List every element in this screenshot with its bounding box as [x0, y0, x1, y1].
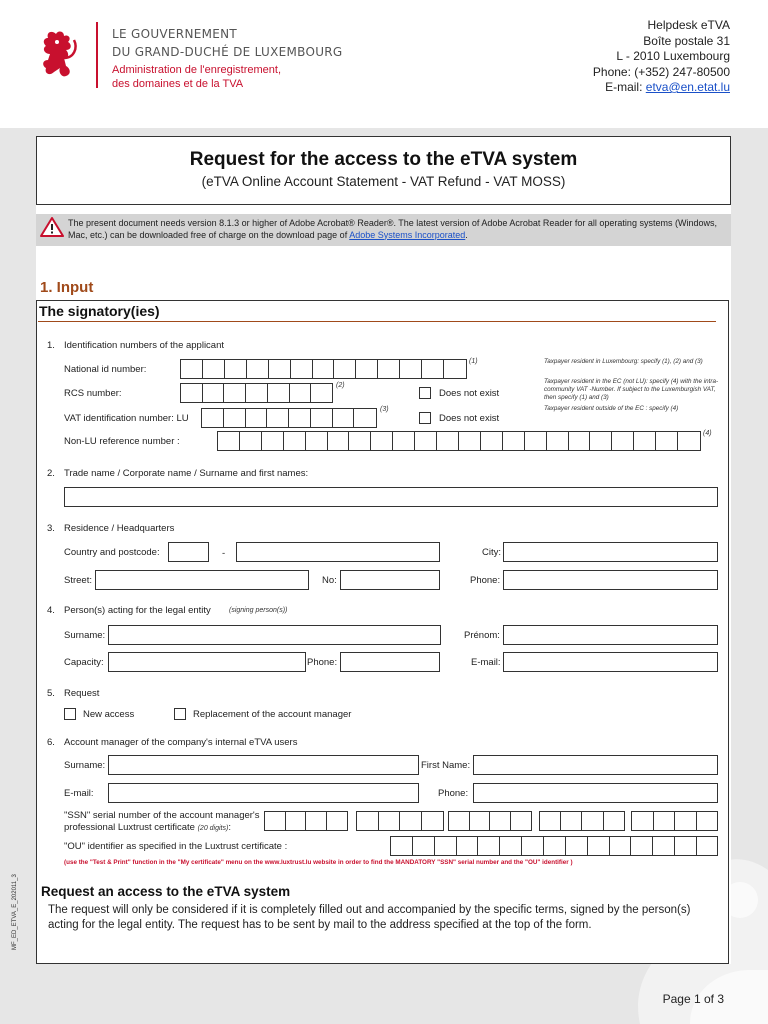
non-lu-input[interactable] [217, 431, 701, 451]
s5-title: Request [64, 688, 100, 699]
email-link[interactable]: etva@en.etat.lu [645, 80, 730, 94]
signatories-divider [38, 321, 716, 322]
surname-input[interactable] [108, 625, 441, 645]
s6-email-label: E-mail: [64, 788, 94, 799]
helpdesk-name: Helpdesk eTVA [647, 18, 730, 32]
s6-title: Account manager of the company's internal eTVA users [64, 737, 298, 748]
phone-line: Phone: (+352) 247-80500 [592, 64, 730, 79]
gov-line-2: DU GRAND-DUCHÉ DE LUXEMBOURG [112, 45, 343, 59]
ssn-group-4[interactable] [539, 811, 625, 831]
title-box [36, 136, 731, 205]
rcs-label: RCS number: [64, 388, 122, 399]
postcode-dash: - [222, 548, 226, 559]
s6-surname-label: Surname: [64, 760, 106, 771]
s6-phone-input[interactable] [473, 783, 718, 803]
rcs-input[interactable] [180, 383, 333, 403]
warning-text-end: . [465, 229, 468, 240]
country-label: Country and postcode: [64, 547, 160, 558]
s6-number: 6. [47, 737, 55, 748]
warning-text [68, 218, 723, 241]
new-access-checkbox[interactable] [64, 708, 76, 720]
note-resident-ec: Taxpayer resident in the EC (not LU): specify (4) with the intra-community VAT -Number. If subject to the Luxemburgish VAT, then specify (1) and (3) [544, 378, 719, 401]
first-name-label: First Name: [421, 760, 471, 771]
ou-input[interactable] [390, 836, 718, 856]
vat-label: VAT identification number: LU [64, 413, 189, 424]
ssn-group-3[interactable] [448, 811, 532, 831]
admin-line-1: Administration de l'enregistrement, [112, 64, 282, 76]
ssn-label-2 [64, 822, 231, 833]
vat-not-exist-checkbox[interactable] [419, 412, 431, 424]
s5-number: 5. [47, 688, 55, 699]
email-line [593, 80, 730, 96]
postcode-input[interactable] [236, 542, 440, 562]
luxtrust-note: (use the "Test & Print" function in the "My certificate" menu on the www.luxtrust.lu website in order to find the MANDATORY "SSN" serial number and the "OU" identifier ) [64, 859, 573, 866]
admin-line-2: des domaines et de la TVA [112, 78, 244, 90]
ssn-label-text: professional Luxtrust certificate [64, 822, 195, 833]
national-id-input[interactable] [180, 359, 467, 379]
warning-icon [40, 216, 64, 238]
rcs-not-exist-label: Does not exist [439, 388, 500, 399]
note-resident-lu: Taxpayer resident in Luxembourg: specify (1), (2) and (3) [544, 358, 703, 365]
ssn-group-1[interactable] [264, 811, 348, 831]
s4-title: Person(s) acting for the legal entity [64, 605, 211, 616]
warning-text-main: The present document needs version 8.1.3 or higher of Adobe Acrobat® Reader®. The latest version of Adobe Acrobat Reader for all operating systems (Windows, Mac, etc.) can be downloaded free of charge on the download page of [68, 218, 717, 240]
page-title: Request for the access to the eTVA system [189, 149, 578, 170]
logo-divider [96, 22, 98, 88]
lion-logo-icon [38, 28, 82, 80]
s1-number: 1. [47, 340, 55, 351]
country-input[interactable] [168, 542, 209, 562]
s6-surname-input[interactable] [108, 755, 419, 775]
s1-title: Identification numbers of the applicant [64, 340, 225, 351]
section-input-heading: 1. Input [40, 279, 94, 296]
letterhead [0, 0, 768, 128]
request-title: Request an access to the eTVA system [41, 884, 291, 899]
note-resident-outside: Taxpayer resident outside of the EC : specify (4) [544, 405, 679, 412]
acrobat-warning [36, 214, 731, 246]
s2-title: Trade name / Corporate name / Surname and first names: [64, 468, 309, 479]
new-access-label: New access [83, 709, 135, 720]
national-id-label: National id number: [64, 364, 147, 375]
s4-email-input[interactable] [503, 652, 718, 672]
replacement-checkbox[interactable] [174, 708, 186, 720]
vat-not-exist-label: Does not exist [439, 413, 500, 424]
s4-phone-label: Phone: [307, 657, 338, 668]
non-lu-label: Non-LU reference number : [64, 436, 180, 447]
s6-phone-label: Phone: [438, 788, 469, 799]
ref-3: (3) [380, 406, 389, 413]
po-box: Boîte postale 31 [643, 33, 730, 48]
prenom-input[interactable] [503, 625, 718, 645]
form-code: MF_ED_ETVA_E_202011_3 [12, 874, 18, 950]
replacement-label: Replacement of the account manager [193, 709, 352, 720]
request-text: The request will only be considered if it is completely filled out and accompanied by the specific terms, signed by the person(s) acting for the legal entity. The request has to be sent by mail to the address specified at the top of the form. [48, 904, 691, 931]
street-label: Street: [64, 575, 92, 586]
first-name-input[interactable] [473, 755, 718, 775]
s4-phone-input[interactable] [340, 652, 440, 672]
adobe-link[interactable]: Adobe Systems Incorporated [349, 229, 466, 240]
helpdesk-address [593, 18, 730, 96]
s4-email-label: E-mail: [471, 657, 501, 668]
phone-input[interactable] [503, 570, 718, 590]
s6-email-input[interactable] [108, 783, 419, 803]
prenom-label: Prénom: [464, 630, 500, 641]
s2-number: 2. [47, 468, 55, 479]
phone-label: Phone: [470, 575, 501, 586]
trade-name-input[interactable] [64, 487, 718, 507]
city-label: City: [482, 547, 501, 558]
ref-1: (1) [469, 358, 478, 365]
number-label: No: [322, 575, 337, 586]
ref-4: (4) [703, 430, 712, 437]
email-label: E-mail: [605, 80, 646, 94]
street-input[interactable] [95, 570, 309, 590]
capacity-input[interactable] [108, 652, 306, 672]
gov-line-1: LE GOUVERNEMENT [112, 27, 238, 41]
surname-label: Surname: [64, 630, 106, 641]
s3-title: Residence / Headquarters [64, 523, 175, 534]
rcs-not-exist-checkbox[interactable] [419, 387, 431, 399]
s4-note: (signing person(s)) [229, 607, 288, 614]
ssn-group-2[interactable] [356, 811, 444, 831]
page-subtitle: (eTVA Online Account Statement - VAT Refund - VAT MOSS) [201, 174, 566, 189]
ssn-label-1: "SSN" serial number of the account manager's [64, 810, 260, 821]
capacity-label: Capacity: [64, 657, 104, 668]
number-input[interactable] [340, 570, 440, 590]
city-line: L - 2010 Luxembourg [616, 49, 730, 63]
ou-label: "OU" identifier as specified in the Luxtrust certificate : [64, 841, 288, 852]
city-input[interactable] [503, 542, 718, 562]
ssn-digits-note: (20 digits) [197, 825, 229, 832]
ssn-group-5[interactable] [631, 811, 718, 831]
vat-input[interactable] [201, 408, 377, 428]
s3-number: 3. [47, 523, 55, 534]
signatories-title: The signatory(ies) [39, 303, 160, 319]
ssn-colon: : [228, 822, 231, 833]
ref-2: (2) [336, 382, 345, 389]
s4-number: 4. [47, 605, 55, 616]
page-number: Page 1 of 3 [662, 992, 724, 1006]
